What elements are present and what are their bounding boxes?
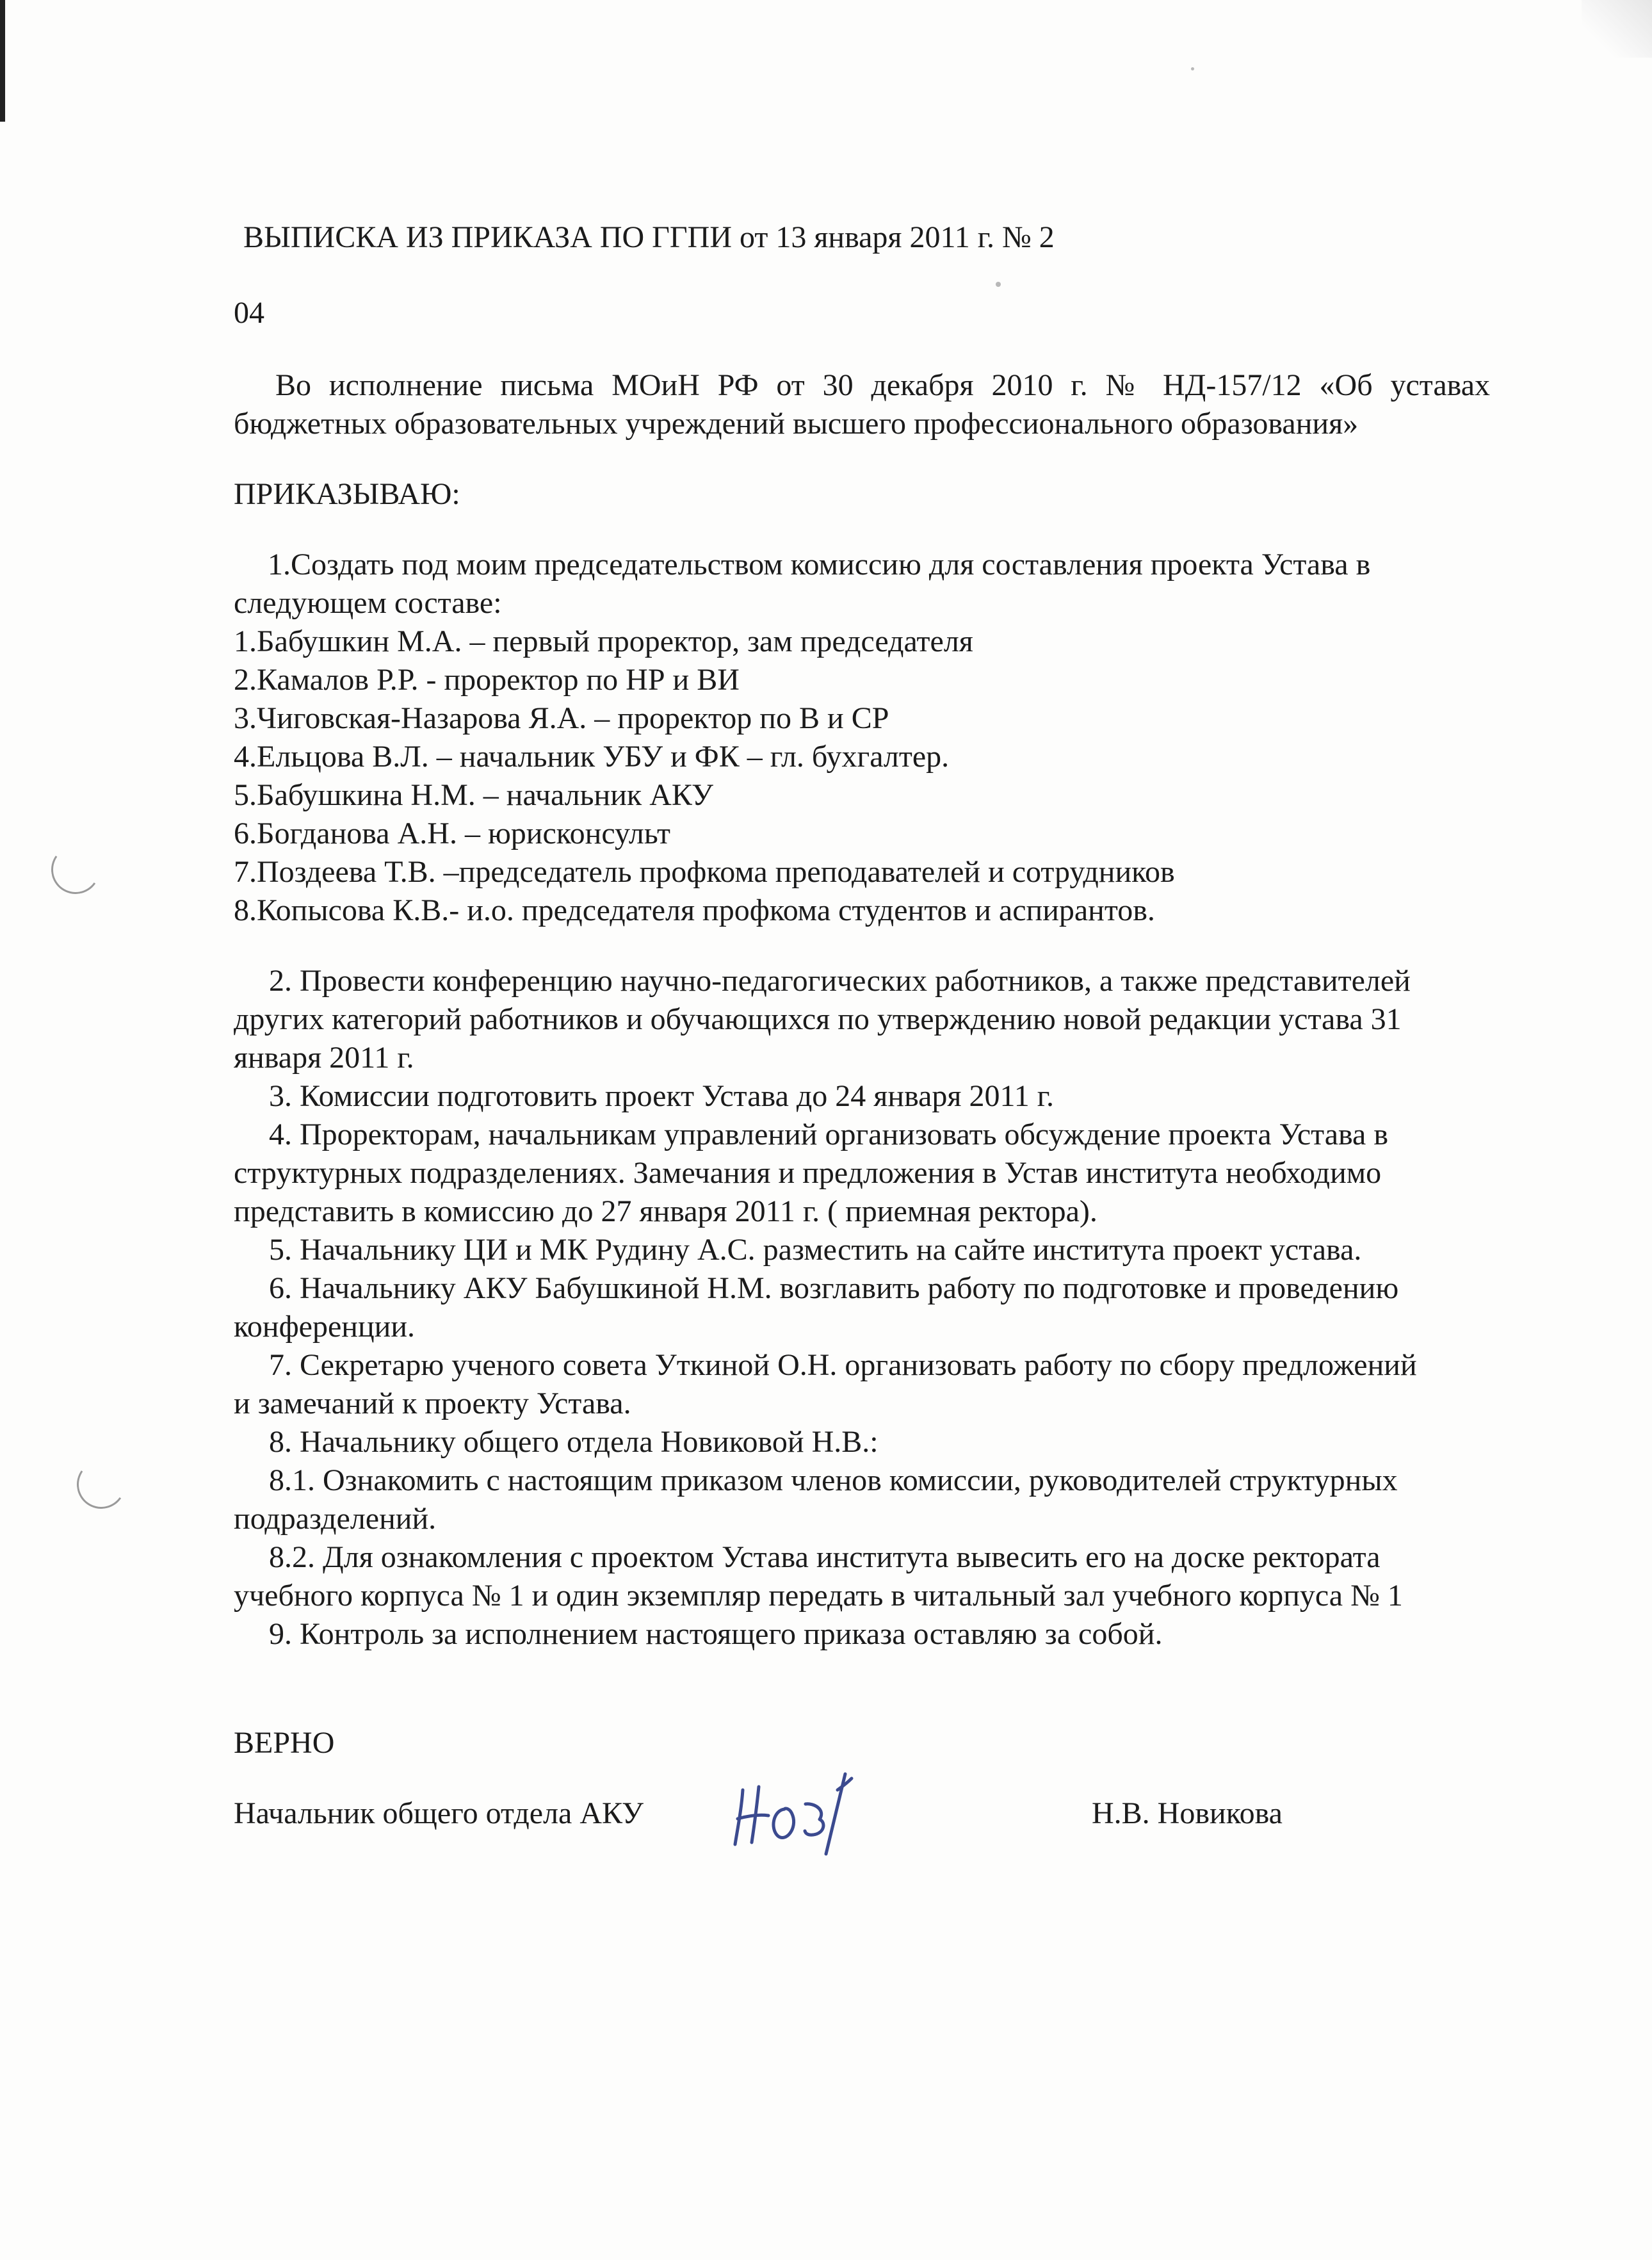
commission-member: 3.Чиговская-Назарова Я.А. – проректор по В и СР bbox=[234, 701, 889, 735]
order-item-line: структурных подразделениях. Замечания и предложения в Устав института необходимо bbox=[234, 1156, 1382, 1190]
commission-member: 5.Бабушкина Н.М. – начальник АКУ bbox=[234, 778, 713, 812]
signer-title: Начальник общего отдела АКУ bbox=[234, 1796, 644, 1830]
order-item-line: 8.2. Для ознакомления с проектом Устава института вывесить его на доске ректората bbox=[269, 1540, 1381, 1574]
order-item-line: 5. Начальнику ЦИ и МК Рудину А.С. разместить на сайте института проект устава. bbox=[269, 1233, 1362, 1267]
signer-name: Н.В. Новикова bbox=[1092, 1796, 1283, 1830]
order-item-line: 1.Создать под моим председательством комиссию для составления проекта Устава в bbox=[268, 548, 1371, 581]
order-item-line: января 2011 г. bbox=[234, 1041, 414, 1075]
order-item-line: 6. Начальнику АКУ Бабушкиной Н.М. возглавить работу по подготовке и проведению bbox=[269, 1271, 1399, 1305]
order-item-line: 2. Провести конференцию научно-педагогических работников, а также представителей bbox=[269, 964, 1411, 998]
commission-member: 8.Копысова К.В.- и.о. председателя профкома студентов и аспирантов. bbox=[234, 893, 1155, 927]
order-item-line: конференции. bbox=[234, 1310, 416, 1344]
document-heading: ВЫПИСКА ИЗ ПРИКАЗА ПО ГГПИ от 13 января 2011 г. № 2 bbox=[243, 220, 1055, 254]
order-item-line: 8. Начальнику общего отдела Новиковой Н.В.: bbox=[269, 1425, 879, 1459]
punch-hole-mark bbox=[47, 841, 104, 898]
order-item-line: 8.1. Ознакомить с настоящим приказом членов комиссии, руководителей структурных bbox=[269, 1463, 1398, 1497]
preamble-line: Во исполнение письма МОиН РФ от 30 декабря 2010 г. № НД-157/12 «Об уставах bbox=[275, 368, 1490, 402]
commission-member: 4.Ельцова В.Л. – начальник УБУ и ФК – гл. бухгалтер. bbox=[234, 740, 950, 774]
commission-member: 2.Камалов Р.Р. - проректор по НР и ВИ bbox=[234, 663, 740, 697]
order-item-line: других категорий работников и обучающихся по утверждению новой редакции устава 31 bbox=[234, 1002, 1402, 1036]
scan-speck bbox=[1191, 67, 1194, 70]
scan-corner-fold bbox=[1582, 0, 1652, 58]
order-item-line: 4. Проректорам, начальникам управлений организовать обсуждение проекта Устава в bbox=[269, 1118, 1389, 1151]
certification-mark: ВЕРНО bbox=[234, 1726, 335, 1760]
order-item-line: 7. Секретарю ученого совета Уткиной О.Н. организовать работу по сбору предложений bbox=[269, 1348, 1417, 1382]
punch-hole-mark bbox=[73, 1456, 129, 1513]
order-item-line: 9. Контроль за исполнением настоящего приказа оставляю за собой. bbox=[269, 1617, 1163, 1651]
scan-speck bbox=[996, 282, 1001, 287]
commission-member: 7.Поздеева Т.В. –председатель профкома преподавателей и сотрудников bbox=[234, 855, 1175, 889]
commission-member: 6.Богданова А.Н. – юрисконсульт bbox=[234, 817, 670, 850]
preamble-line: бюджетных образовательных учреждений высшего профессионального образования» bbox=[234, 407, 1359, 441]
handwritten-signature bbox=[724, 1764, 877, 1860]
order-word: ПРИКАЗЫВАЮ: bbox=[234, 477, 460, 511]
order-item-line: следующем составе: bbox=[234, 586, 502, 620]
order-item-line: представить в комиссию до 27 января 2011 г. ( приемная ректора). bbox=[234, 1194, 1097, 1228]
order-item-line: и замечаний к проекту Устава. bbox=[234, 1386, 631, 1420]
order-item-line: учебного корпуса № 1 и один экземпляр передать в читальный зал учебного корпуса № 1 bbox=[234, 1579, 1403, 1613]
commission-member: 1.Бабушкин М.А. – первый проректор, зам председателя bbox=[234, 624, 973, 658]
order-item-line: подразделений. bbox=[234, 1502, 437, 1536]
order-item-line: 3. Комиссии подготовить проект Устава до 24 января 2011 г. bbox=[269, 1079, 1054, 1113]
document-code: 04 bbox=[234, 296, 264, 330]
scan-edge-shadow bbox=[0, 0, 5, 122]
